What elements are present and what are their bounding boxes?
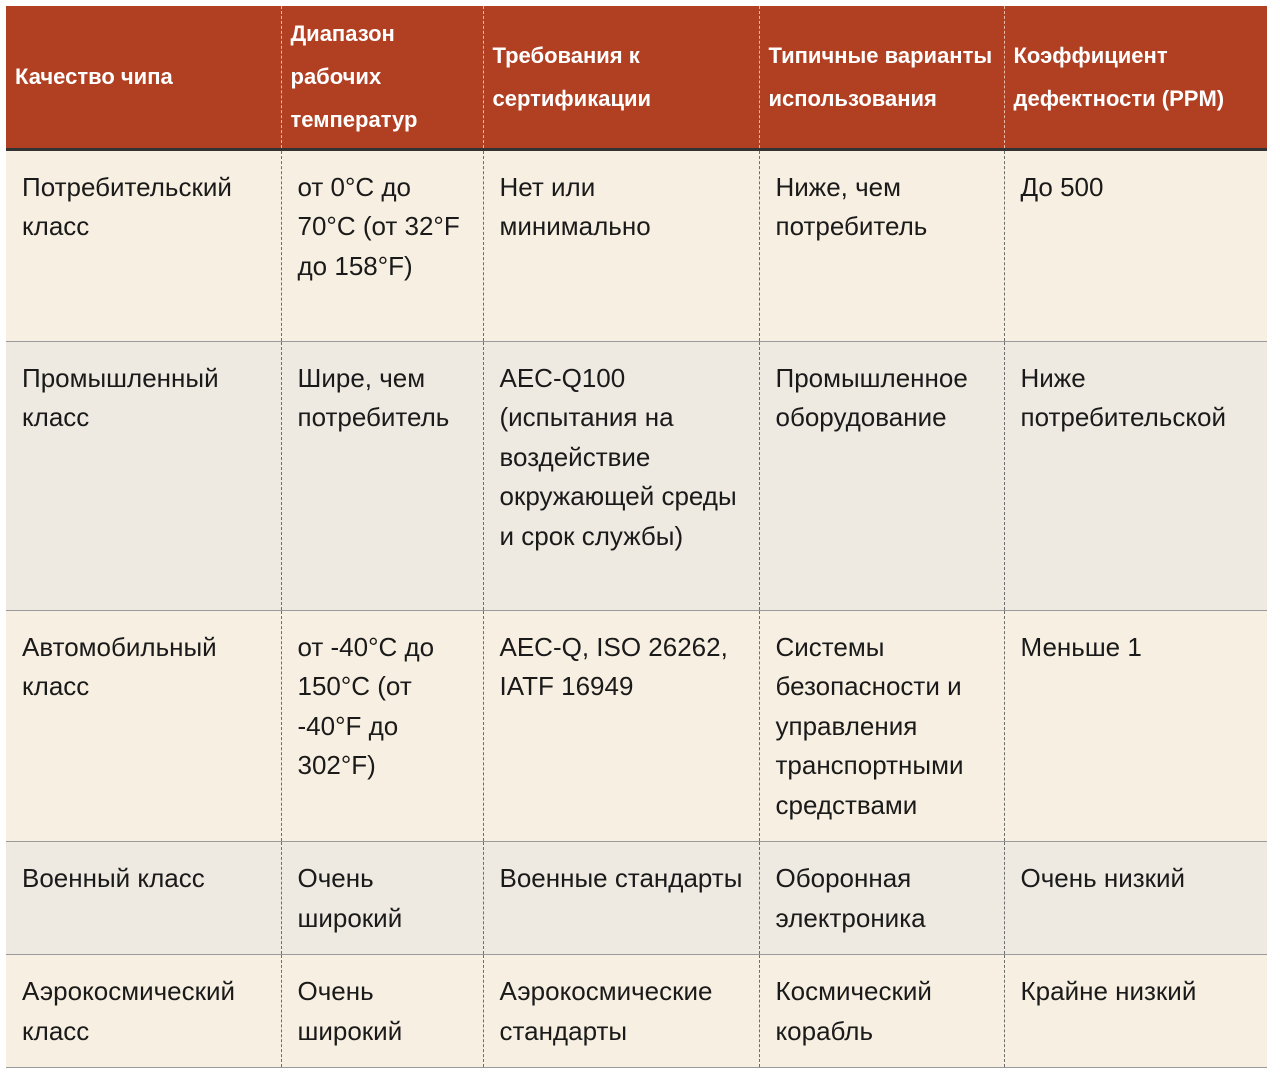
cell-grade: Потребительский класс [6, 149, 281, 341]
cell-temperature: от -40°C до 150°C (от -40°F до 302°F) [281, 610, 483, 842]
cell-certification: AEC-Q, ISO 26262, IATF 16949 [483, 610, 759, 842]
cell-use-cases: Космический корабль [759, 955, 1004, 1068]
cell-grade: Аэрокосмический класс [6, 955, 281, 1068]
header-defect-rate: Коэффициент дефектности (PPM) [1004, 6, 1267, 149]
cell-certification: Нет или минимально [483, 149, 759, 341]
cell-temperature: Шире, чем потребитель [281, 341, 483, 610]
chip-grade-table [6, 6, 1267, 1068]
comparison-table-container [6, 6, 1267, 1068]
cell-use-cases: Оборонная электроника [759, 842, 1004, 955]
cell-defect-rate: Меньше 1 [1004, 610, 1267, 842]
cell-temperature: Очень широкий [281, 955, 483, 1068]
header-use-cases: Типичные варианты использования [759, 6, 1004, 149]
cell-use-cases: Промышленное оборудование [759, 341, 1004, 610]
table-row [6, 610, 1267, 842]
table-header-row [6, 6, 1267, 149]
cell-defect-rate: До 500 [1004, 149, 1267, 341]
cell-grade: Военный класс [6, 842, 281, 955]
cell-use-cases: Ниже, чем потребитель [759, 149, 1004, 341]
cell-defect-rate: Ниже потребительской [1004, 341, 1267, 610]
table-row [6, 149, 1267, 341]
cell-defect-rate: Очень низкий [1004, 842, 1267, 955]
table-row [6, 341, 1267, 610]
cell-use-cases: Системы безопасности и управления транспортными средствами [759, 610, 1004, 842]
cell-certification: Военные стандарты [483, 842, 759, 955]
table-row [6, 955, 1267, 1068]
cell-temperature: от 0°C до 70°C (от 32°F до 158°F) [281, 149, 483, 341]
table-row [6, 842, 1267, 955]
header-chip-quality: Качество чипа [6, 6, 281, 149]
cell-grade: Промышленный класс [6, 341, 281, 610]
cell-temperature: Очень широкий [281, 842, 483, 955]
cell-defect-rate: Крайне низкий [1004, 955, 1267, 1068]
cell-grade: Автомобильный класс [6, 610, 281, 842]
cell-certification: Аэрокосмические стандарты [483, 955, 759, 1068]
cell-certification: AEC-Q100 (испытания на воздействие окружающей среды и срок службы) [483, 341, 759, 610]
header-temperature-range: Диапазон рабочих температур [281, 6, 483, 149]
header-certification: Требования к сертификации [483, 6, 759, 149]
